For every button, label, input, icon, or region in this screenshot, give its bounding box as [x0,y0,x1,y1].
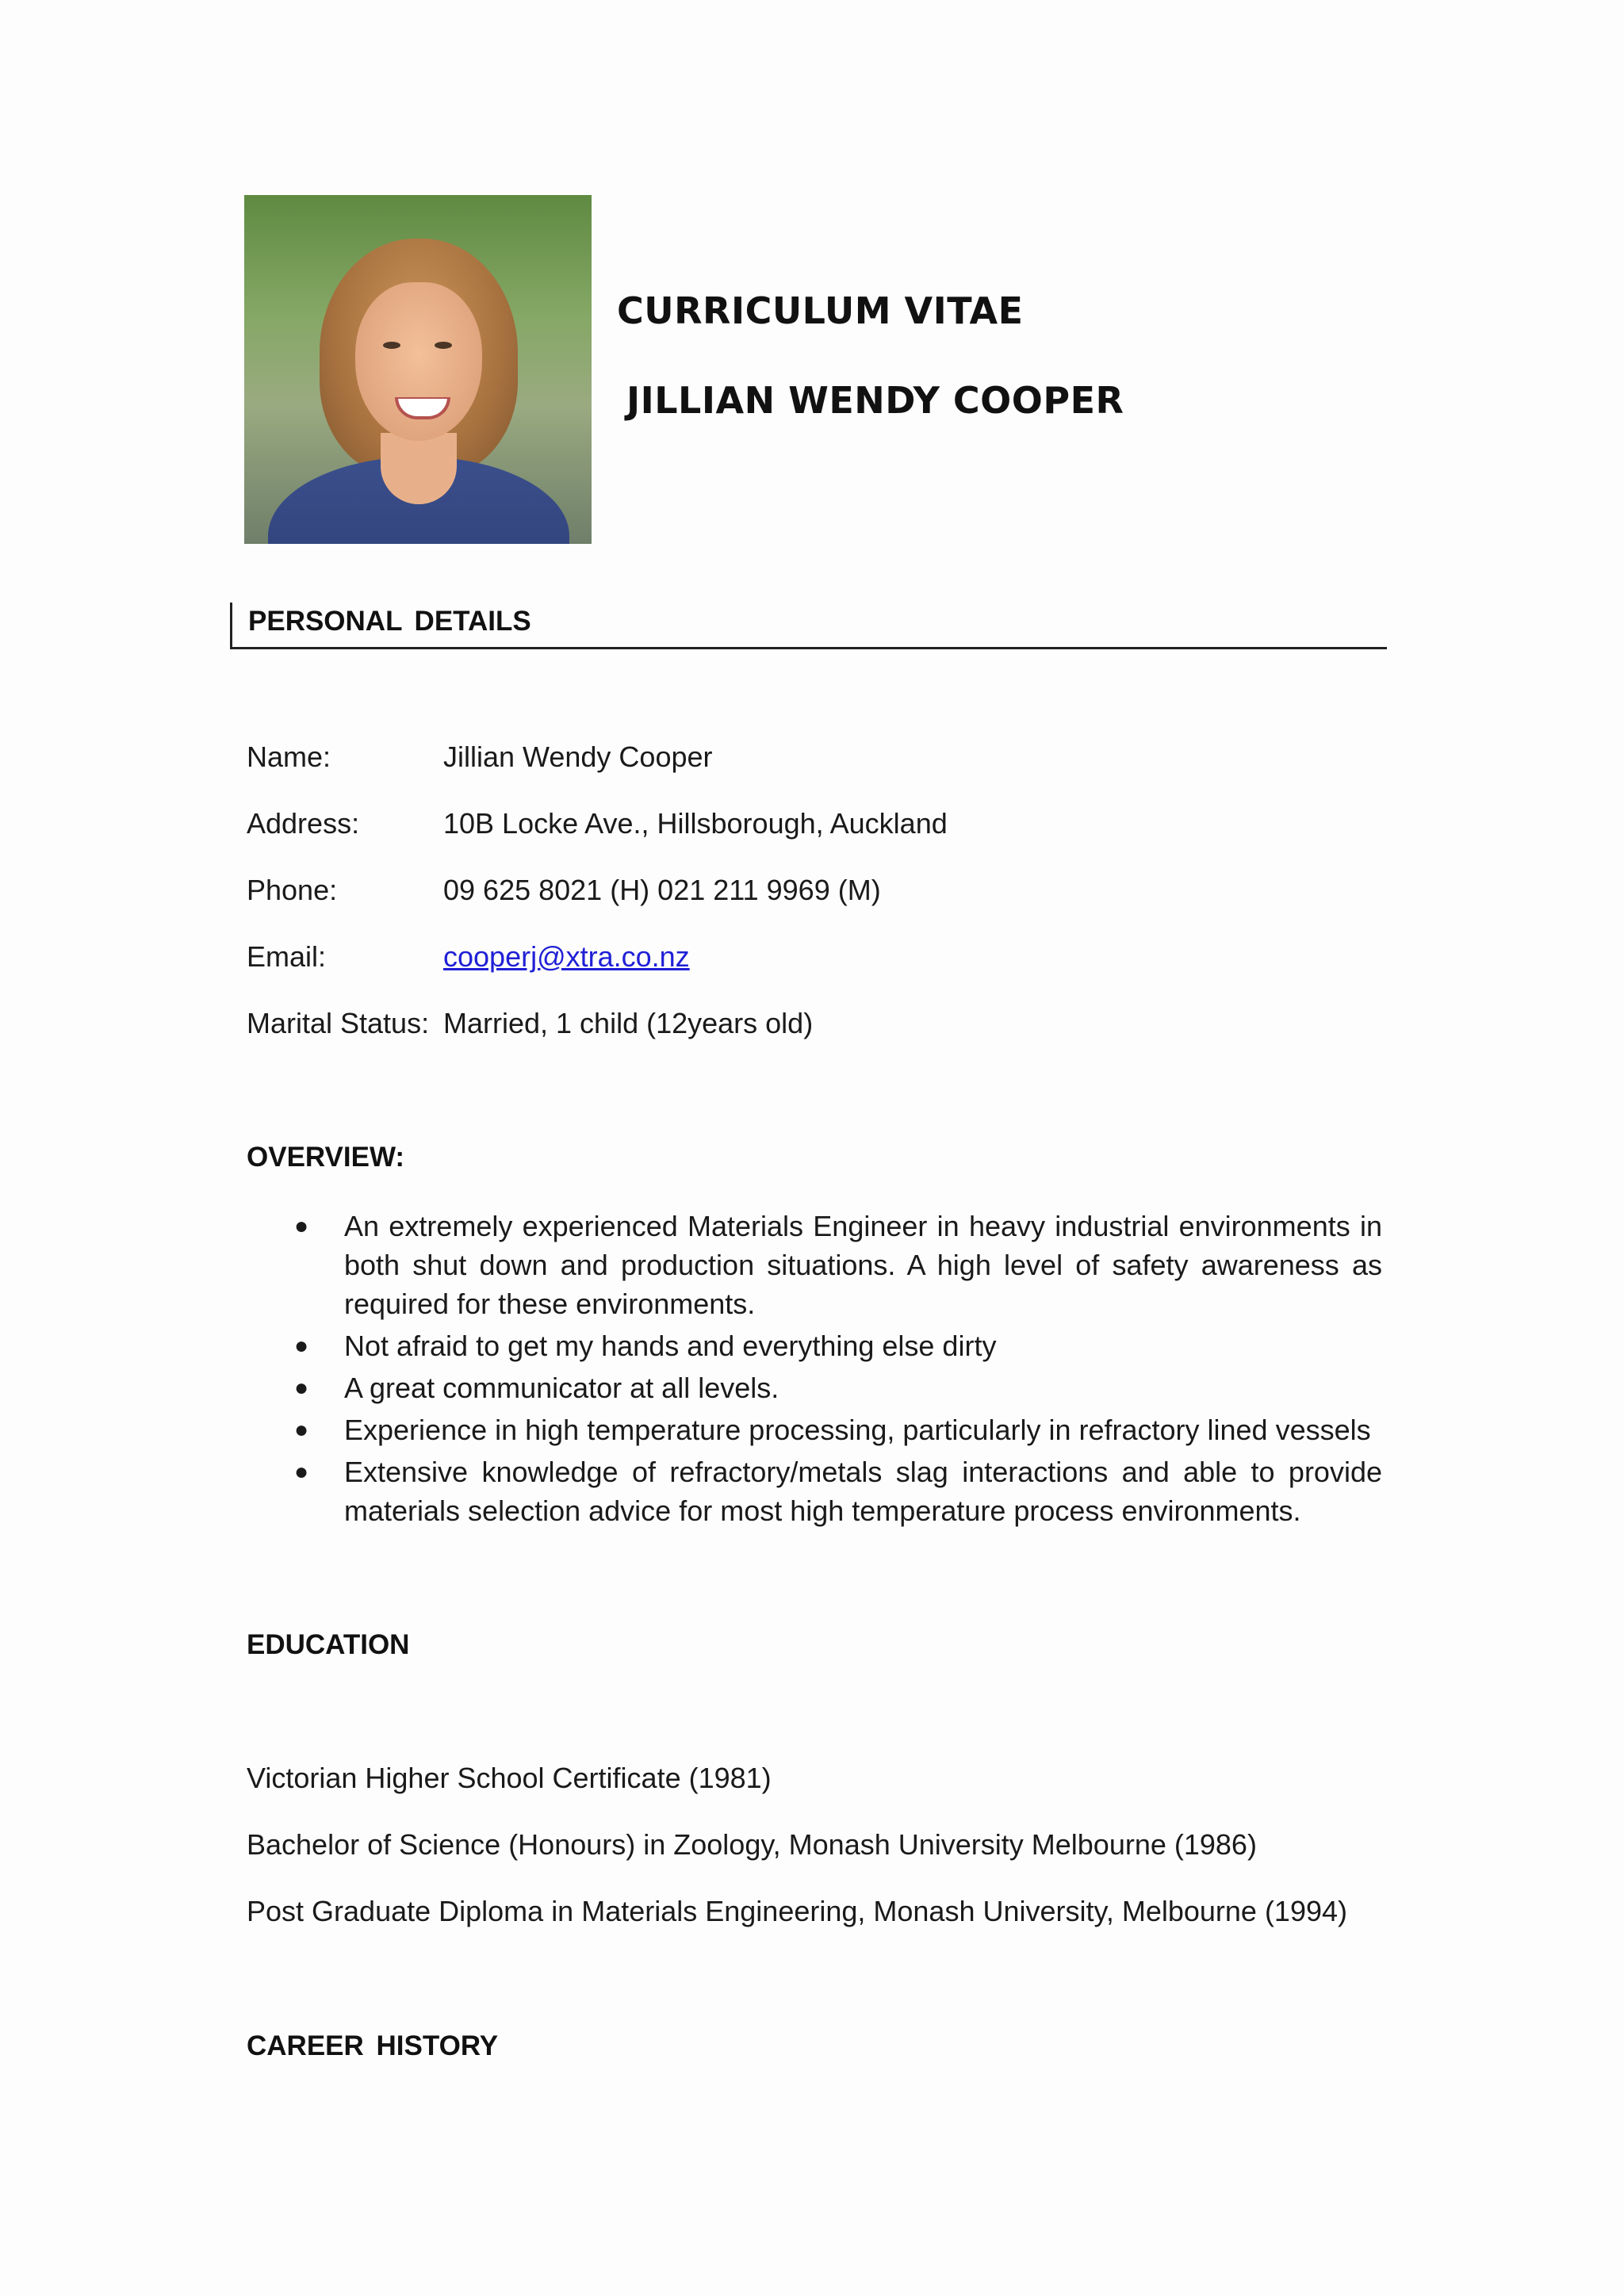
list-item-text: An extremely experienced Materials Engineer in heavy industrial environments in both shut down and production situations. A high level of safety awareness as required for these environments. [344,1210,1382,1320]
list-item-text: Experience in high temperature processing, particularly in refractory lined vessels [344,1414,1371,1446]
detail-value: 09 625 8021 (H) 021 211 9969 (M) [443,874,881,906]
detail-label: Address: [247,807,360,840]
personal-details-heading: PERSONAL DETAILS [248,606,531,637]
education-item: Post Graduate Diploma in Materials Engineering, Monash University, Melbourne (1994) [247,1895,1348,1927]
detail-value: 10B Locke Ave., Hillsborough, Auckland [443,807,948,840]
list-item [247,1410,1382,1449]
list-item-text: Not afraid to get my hands and everything else dirty [344,1330,997,1362]
personal-details-heading-box [230,603,1387,649]
detail-label: Marital Status: [247,1007,430,1039]
detail-row-name [247,740,713,774]
email-link[interactable]: cooperj@xtra.co.nz [443,940,690,973]
candidate-name-heading: JILLIAN WENDY COOPER [626,379,1124,422]
list-item [247,1207,1382,1323]
detail-row-marital-status [247,1007,813,1040]
list-item-text: Extensive knowledge of refractory/metals slag interactions and able to provide materials selection advice for most high temperature process environments. [344,1456,1382,1527]
detail-label: Email: [247,940,327,973]
document-title: CURRICULUM VITAE [617,289,1024,332]
education-item: Victorian Higher School Certificate (1981) [247,1762,772,1794]
detail-row-phone [247,874,881,907]
career-history-heading: CAREER HISTORY [247,2030,499,2061]
list-item [247,1368,1382,1407]
list-item [247,1452,1382,1530]
bullet-icon: ● [294,1213,309,1239]
profile-photo [244,195,592,544]
detail-label: Name: [247,740,331,773]
detail-value: Jillian Wendy Cooper [443,740,713,773]
bullet-icon: ● [294,1417,309,1443]
detail-row-address [247,807,948,840]
overview-heading: OVERVIEW: [247,1142,405,1173]
education-item: Bachelor of Science (Honours) in Zoology, Monash University Melbourne (1986) [247,1828,1257,1861]
education-heading: EDUCATION [247,1629,410,1660]
bullet-icon: ● [294,1333,309,1359]
list-item-text: A great communicator at all levels. [344,1372,779,1404]
overview-list [247,1207,1382,1533]
bullet-icon: ● [294,1375,309,1401]
detail-label: Phone: [247,874,338,906]
list-item [247,1326,1382,1365]
detail-value: Married, 1 child (12years old) [443,1007,814,1039]
detail-row-email [247,940,690,974]
bullet-icon: ● [294,1459,309,1485]
